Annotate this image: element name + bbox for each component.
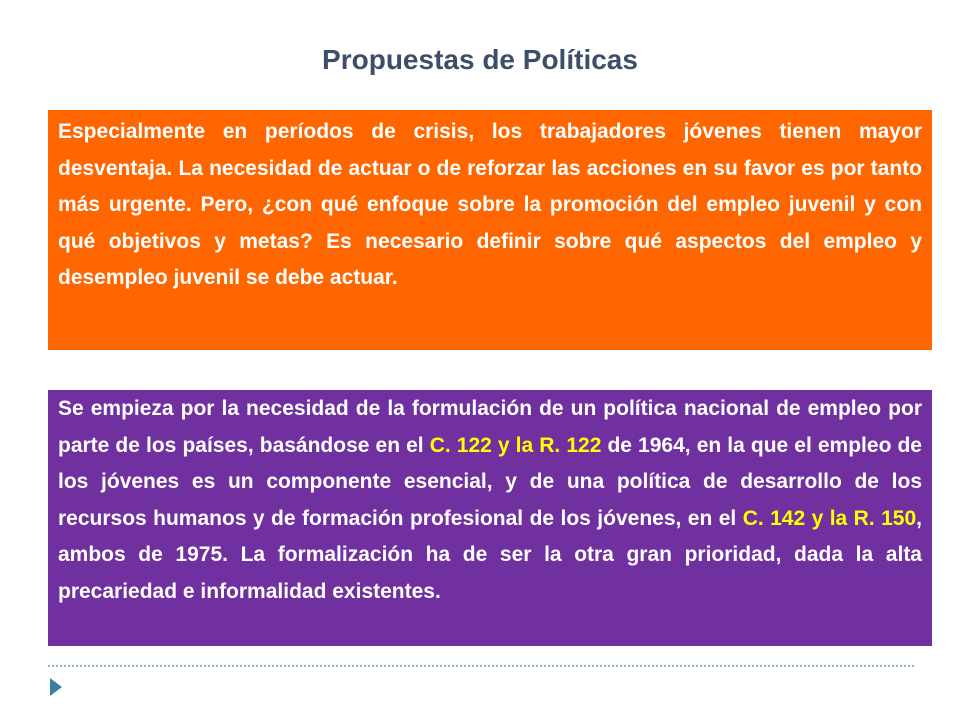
- convention-highlight-2: C. 142 y la R. 150: [742, 506, 917, 530]
- convention-highlight-1: C. 122 y la R. 122: [429, 433, 602, 457]
- purple-text-part-2: de 1964, en la que el empleo de los jóvenes es un componente esencial, y de una política de desarrollo de los recursos humanos y de formación profesional de los jóvenes, en el: [58, 433, 922, 530]
- purple-box-paragraph: [58, 391, 922, 610]
- orange-text-box: [48, 110, 932, 350]
- slide-title: Propuestas de Políticas: [322, 44, 638, 75]
- purple-text-part-1: Se empieza por la necesidad de la formulación de un política nacional de empleo por parte de los países, basándose en el: [58, 397, 922, 457]
- purple-text-box: [48, 390, 932, 646]
- footer-divider: [48, 665, 914, 667]
- purple-text-part-3: , ambos de 1975. La formalización ha de ser la otra gran prioridad, dada la alta precariedad e informalidad existentes.: [58, 506, 922, 603]
- orange-box-paragraph: Especialmente en períodos de crisis, los trabajadores jóvenes tienen mayor desventaja. La necesidad de actuar o de reforzar las acciones en su favor es por tanto más urgente. Pero, ¿con qué enfoque sobre la promoción del empleo juvenil y con qué objetivos y metas? Es necesario definir sobre qué aspectos del empleo y desempleo juvenil se debe actuar.: [58, 120, 922, 289]
- triangle-bullet-icon: [50, 678, 62, 696]
